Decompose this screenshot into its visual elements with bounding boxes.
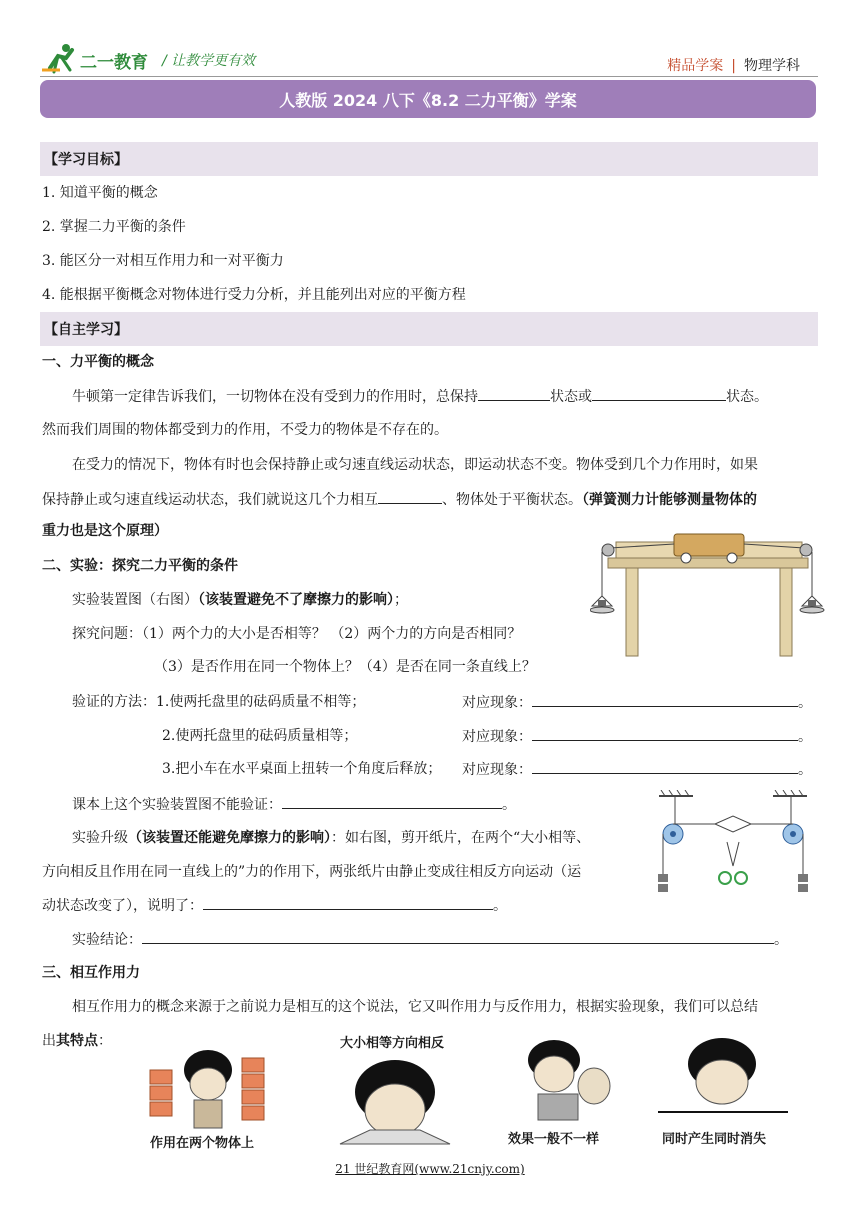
meme-caption: 大小相等方向相反	[340, 1036, 445, 1051]
text: 牛顿第一定律告诉我们，一切物体在没有受到力的作用时，总保持	[72, 389, 478, 405]
fill-blank[interactable]	[532, 692, 798, 707]
subsection-title: 三、相互作用力	[42, 965, 140, 981]
table-pulley-apparatus-illustration	[590, 530, 825, 660]
text: ；	[394, 592, 408, 608]
method-line: 2.使两托盘里的砝码质量相等；	[162, 728, 358, 744]
fill-blank[interactable]	[282, 794, 502, 809]
text: 实验装置图（右图）	[72, 592, 198, 608]
question-line: 探究问题：（1）两个力的大小是否相等？ （2）两个力的方向是否相同？	[72, 626, 522, 642]
paragraph-line	[72, 386, 768, 407]
goal-item: 4. 能根据平衡概念对物体进行受力分析，并且能列出对应的平衡方程	[42, 287, 466, 303]
goal-item: 1. 知道平衡的概念	[42, 185, 158, 201]
text: 对应现象：	[462, 695, 532, 711]
meme-different-effect	[508, 1036, 628, 1152]
paragraph-line: 在受力的情况下，物体有时也会保持静止或匀速直线运动状态，即运动状态不变。物体受到几个力作用时，如果	[72, 457, 758, 473]
header-right	[667, 55, 800, 75]
footer-link[interactable]: 21 世纪教育网(www.21cnjy.com)	[335, 1162, 525, 1176]
meme-face-icon	[330, 1052, 460, 1152]
text: 实验升级	[72, 830, 128, 846]
text: 对应现象：	[462, 762, 532, 778]
paragraph-line	[42, 895, 507, 916]
text: 、物体处于平衡状态。	[442, 492, 582, 508]
header-tag-b: 物理学科	[744, 58, 800, 74]
text: 。	[493, 898, 507, 914]
text: 。	[798, 729, 812, 745]
meme-caption: 同时产生同时消失	[662, 1132, 767, 1147]
meme-two-objects	[146, 1040, 278, 1152]
text: ：	[98, 1033, 112, 1049]
paragraph-line	[72, 590, 408, 610]
header-tag-a: 精品学案	[667, 58, 724, 74]
header-rule	[40, 76, 818, 77]
text: 实验结论：	[72, 932, 142, 948]
subsection-title: 二、实验：探究二力平衡的条件	[42, 558, 238, 574]
text: 对应现象：	[462, 729, 532, 745]
text: 。	[798, 762, 812, 778]
phenomenon-line	[462, 726, 812, 747]
text: 课本上这个实验装置图不能验证：	[72, 797, 282, 813]
note: 重力也是这个原理）	[42, 523, 168, 539]
note: （弹簧测力计能够测量物体的	[582, 492, 757, 508]
fill-blank[interactable]	[142, 929, 774, 944]
text: 保持静止或匀速直线运动状态，我们就说这几个力相互	[42, 492, 378, 508]
meme-caption: 作用在两个物体上	[150, 1136, 255, 1151]
fill-blank[interactable]	[532, 726, 798, 741]
text: 状态。	[726, 389, 768, 405]
paragraph-line	[42, 489, 757, 510]
section-heading-goals: 【学习目标】	[40, 142, 818, 176]
paragraph-line: 方向相反且作用在同一直线上的”力的作用下，两张纸片由静止变成往相反方向运动（运	[42, 864, 582, 880]
fill-blank[interactable]	[203, 895, 493, 910]
paragraph-line	[42, 1031, 112, 1051]
phenomenon-line	[462, 692, 812, 713]
header-separator: |	[731, 58, 736, 74]
text: 。	[798, 695, 812, 711]
text: 。	[774, 932, 788, 948]
paragraph-line: 相互作用力的概念来源于之前说力是相互的这个说法，它又叫作用力与反作用力，根据实验现象，我们可以总结	[72, 999, 758, 1015]
logo-text: 二一教育	[80, 53, 148, 73]
question-line: （3）是否作用在同一个物体上？（4）是否在同一条直线上？	[154, 659, 536, 675]
paper-pulley-apparatus-illustration	[655, 790, 817, 894]
note: 其特点	[56, 1033, 98, 1049]
paragraph-line	[72, 828, 590, 848]
note: （该装置避免不了摩擦力的影响）	[198, 592, 394, 608]
meme-same-time	[658, 1032, 788, 1152]
paragraph-line	[72, 794, 516, 815]
fill-blank[interactable]	[478, 386, 550, 401]
slogan: / 让教学更有效	[162, 53, 256, 69]
section-heading-self-study: 【自主学习】	[40, 312, 818, 346]
goal-item: 2. 掌握二力平衡的条件	[42, 219, 186, 235]
brand-header	[40, 42, 300, 76]
text: ：如右图，剪开纸片，在两个“大小相等、	[331, 830, 591, 846]
runner-logo-icon	[40, 42, 80, 74]
fill-blank[interactable]	[592, 386, 726, 401]
meme-face-icon	[146, 1040, 278, 1132]
text: 。	[502, 797, 516, 813]
paragraph-line	[72, 929, 788, 950]
method-line: 验证的方法：1.使两托盘里的砝码质量不相等；	[72, 694, 366, 710]
page-title: 人教版 2024 八下《8.2 二力平衡》学案	[40, 80, 816, 118]
text: 状态或	[550, 389, 592, 405]
text: 动状态改变了），说明了：	[42, 898, 203, 914]
meme-face-icon	[658, 1032, 788, 1124]
meme-caption: 效果一般不一样	[508, 1132, 600, 1147]
fill-blank[interactable]	[532, 759, 798, 774]
paragraph-line: 然而我们周围的物体都受到力的作用，不受力的物体是不存在的。	[42, 422, 448, 438]
phenomenon-line	[462, 759, 812, 780]
note: （该装置还能避免摩擦力的影响）	[128, 830, 331, 846]
fill-blank[interactable]	[378, 489, 442, 504]
goal-item: 3. 能区分一对相互作用力和一对平衡力	[42, 253, 284, 269]
subsection-title: 一、力平衡的概念	[42, 354, 154, 370]
method-line: 3.把小车在水平桌面上扭转一个角度后释放；	[162, 761, 442, 777]
meme-equal-opposite	[330, 1032, 460, 1152]
text: 出	[42, 1033, 56, 1049]
meme-face-icon	[508, 1036, 628, 1124]
